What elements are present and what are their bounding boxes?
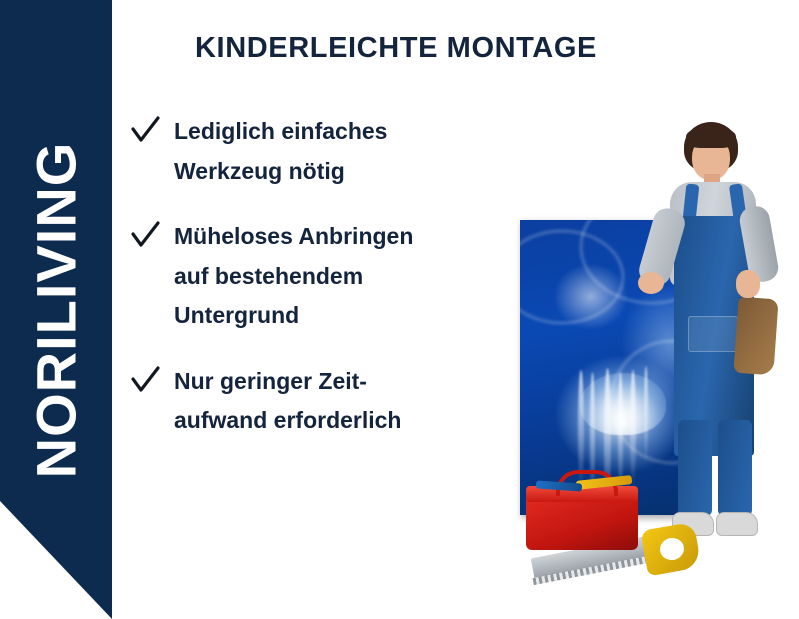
product-photo (512, 120, 796, 600)
red-toolbox (522, 468, 642, 554)
list-item-line: Lediglich einfaches (174, 118, 388, 144)
page-title: KINDERLEICHTE MONTAGE (195, 32, 597, 64)
hair-fringe (686, 126, 736, 148)
leg-right (718, 420, 752, 516)
checkmark-icon (130, 116, 160, 146)
list-item (126, 362, 526, 441)
checkmark-icon (130, 366, 160, 396)
list-item-line: Nur geringer Zeit- (174, 367, 367, 394)
list-item (126, 112, 526, 191)
leg-left (678, 420, 712, 516)
overall-pocket (688, 316, 738, 352)
list-item-line: auf bestehendem (174, 262, 364, 289)
list-item-line: Untergrund (174, 302, 300, 329)
brand-sidebar (0, 0, 112, 619)
list-item-text (174, 362, 526, 441)
feature-list (126, 112, 526, 467)
toolbox-body (526, 494, 638, 550)
list-item-line: aufwand erforderlich (174, 407, 402, 434)
checkmark-icon (130, 221, 160, 251)
list-item-line: Müheloses Anbringen (174, 223, 414, 250)
list-item-line: Werkzeug nötig (174, 157, 345, 184)
brand-bar-corner-cut (0, 501, 112, 619)
list-item (126, 217, 526, 336)
worker-woman-figure (640, 120, 790, 550)
brand-name: NORILIVING (24, 141, 88, 478)
list-item-text (174, 217, 526, 336)
tool-belt (733, 297, 778, 376)
thumbs-up-hand (736, 270, 760, 298)
list-item-text (174, 112, 526, 191)
hand-left (638, 272, 664, 294)
shoe-right (716, 512, 758, 536)
